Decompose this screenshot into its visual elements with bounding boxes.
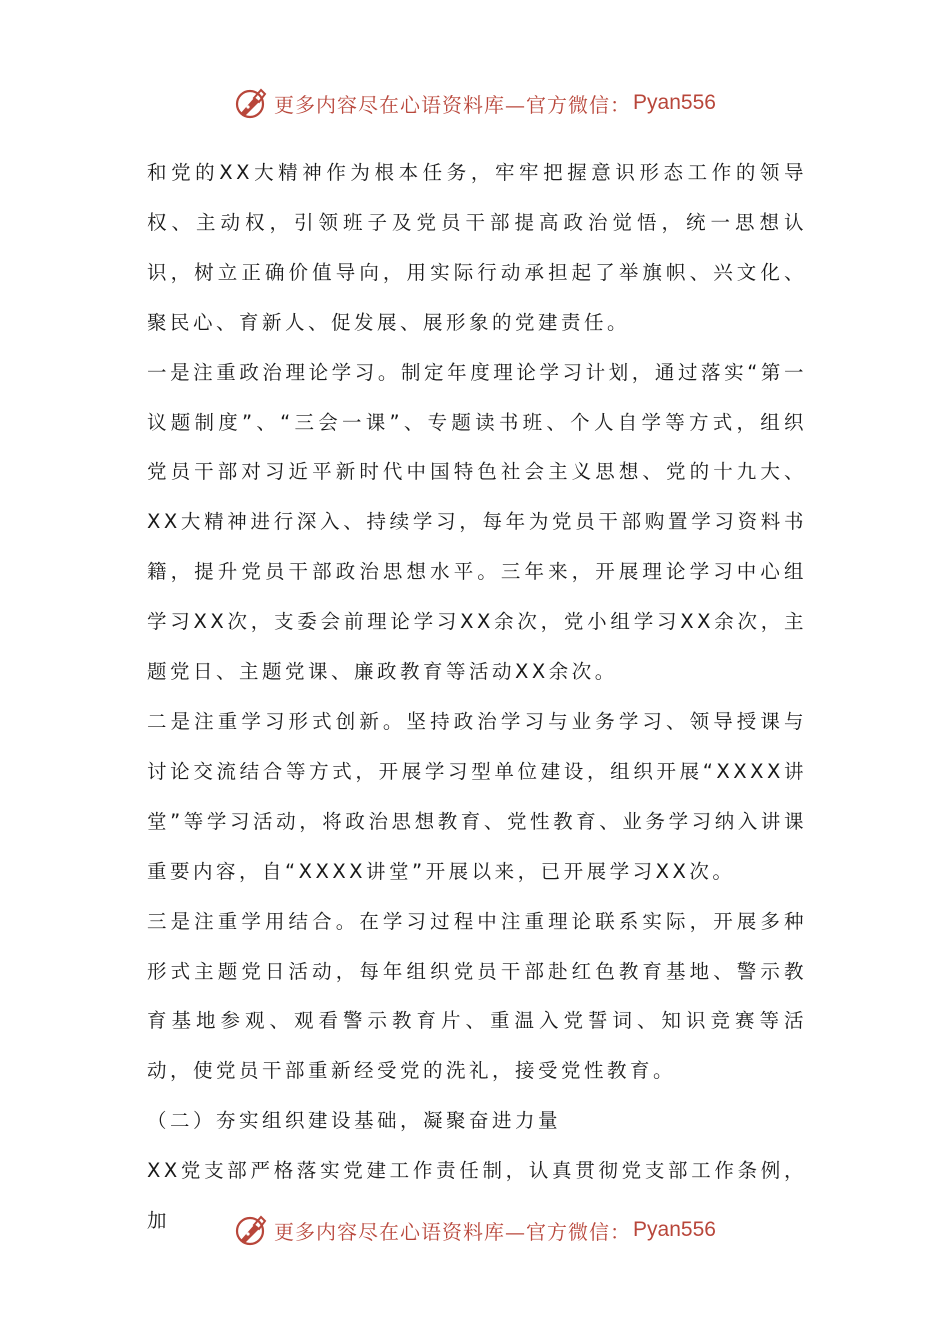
paragraph-4: 三是注重学用结合。在学习过程中注重理论联系实际，开展多种形式主题党日活动，每年组织党员干部赴红色教育基地、警示教育基地参观、观看警示教育片、重温入党誓词、知识竞赛等活动，使党员干部重新经受党的洗礼，接受党性教育。 (147, 909, 807, 1083)
pen-nib-icon (234, 1213, 268, 1247)
footer-banner (0, 1210, 950, 1250)
paragraph-1: 和党的XX大精神作为根本任务，牢牢把握意识形态工作的领导权、主动权，引领班子及党员干部提高政治觉悟，统一思想认识，树立正确价值导向，用实际行动承担起了举旗帜、兴文化、聚民心、育新人、促发展、展形象的党建责任。 (147, 161, 807, 334)
paragraph-3: 二是注重学习形式创新。坚持政治学习与业务学习、领导授课与讨论交流结合等方式，开展学习型单位建设，组织开展“XXXX讲堂”等学习活动，将政治思想教育、党性教育、业务学习纳入讲课重要内容，自“XXXX讲堂”开展以来，已开展学习XX次。 (147, 709, 807, 883)
wechat-id: Pyan556 (633, 91, 716, 114)
paragraph-2: 一是注重政治理论学习。制定年度理论学习计划，通过落实“第一议题制度”、“三会一课”、专题读书班、个人自学等方式，组织党员干部对习近平新时代中国特色社会主义思想、党的十九大、XX大精神进行深入、持续学习，每年为党员干部购置学习资料书籍，提升党员干部政治思想水平。三年来，开展理论学习中心组学习XX次，支委会前理论学习XX余次，党小组学习XX余次，主题党日、主题党课、廉政教育等活动XX余次。 (147, 360, 807, 684)
section-heading: （二）夯实组织建设基础，凝聚奋进力量 (147, 1109, 562, 1133)
document-body (147, 148, 807, 1246)
paragraph-5: XX党支部严格落实党建工作责任制，认真贯彻党支部工作条例，加 (147, 1159, 807, 1233)
banner-text: 更多内容尽在心语资料库—官方微信： (274, 1219, 632, 1244)
wechat-id: Pyan556 (633, 1218, 716, 1241)
banner-text: 更多内容尽在心语资料库—官方微信： (274, 92, 632, 117)
header-banner (0, 83, 950, 123)
pen-nib-icon (234, 86, 268, 120)
